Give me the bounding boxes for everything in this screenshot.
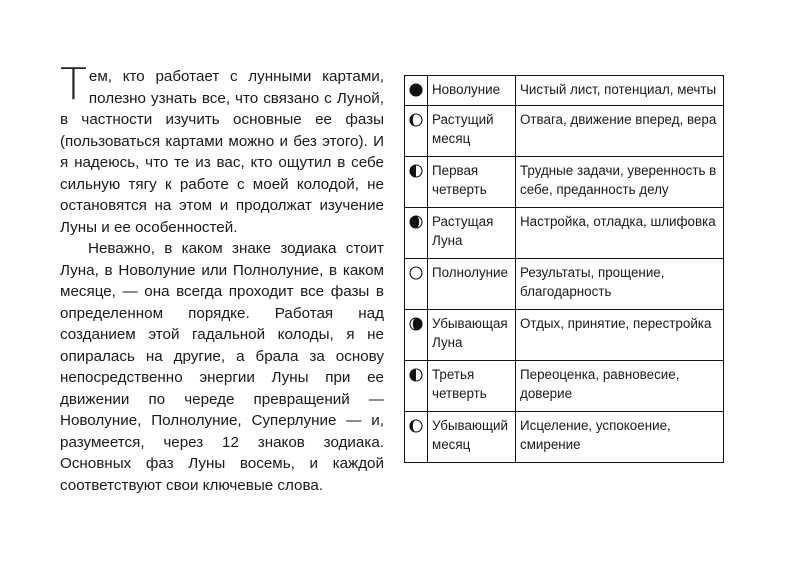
phase-keywords: Переоценка, равновесие, доверие [516, 361, 724, 412]
phase-keywords: Трудные задачи, уверенность в себе, преданность делу [516, 157, 724, 208]
phase-name: Новолуние [428, 76, 516, 106]
phase-row [405, 310, 724, 361]
body-text [60, 59, 384, 496]
phase-icon-cell [405, 208, 428, 259]
full-moon-icon [409, 266, 423, 280]
phase-icon-cell [405, 259, 428, 310]
drop-cap: Т [60, 59, 87, 110]
phase-row [405, 412, 724, 463]
waxing-gibbous-icon [409, 215, 423, 229]
last-quarter-icon [409, 368, 423, 382]
phase-keywords: Отвага, движение вперед, вера [516, 106, 724, 157]
phase-icon-cell [405, 106, 428, 157]
paragraph-2: Неважно, в каком знаке зодиака стоит Луна, в Новолуние или Полнолуние, в каком месяце, — она всегда проходит все фазы в определенном порядке. Работая над созданием этой гадальной колоды, я не опиралась на другие, а брала за основу непосредственно энергии Луны при ее движении по череде превращений — Новолуние, Полнолуние, Суперлуние — и, разумеется, через 12 знаков зодиака. Основных фаз Луны восемь, и каждой соответствуют свои ключевые слова. [60, 240, 384, 494]
phase-keywords: Чистый лист, потенциал, мечты [516, 76, 724, 106]
phase-keywords: Результаты, прощение, благодарность [516, 259, 724, 310]
paragraph-1 [60, 59, 384, 238]
paragraph-1-text: ем, кто работает с лунными картами, полезно узнать все, что связано с Луной, в частности изучить основные ее фазы (пользоваться картами можно и без этого). И я надеюсь, что те из вас, кто ощутил в себе сильную тягу к работе с моей колодой, не остановятся на этом и продолжат изучение Луны и ее особенностей. [60, 68, 384, 236]
phase-row [405, 208, 724, 259]
phase-row [405, 157, 724, 208]
phase-row [405, 361, 724, 412]
phase-name: Растущий месяц [428, 106, 516, 157]
phase-name: Третья четверть [428, 361, 516, 412]
phase-keywords: Исцеление, успокоение, смирение [516, 412, 724, 463]
waxing-crescent-icon [409, 113, 423, 127]
phase-row [405, 259, 724, 310]
phase-icon-cell [405, 412, 428, 463]
phase-keywords: Отдых, принятие, перестройка [516, 310, 724, 361]
phase-name: Убывающая Луна [428, 310, 516, 361]
phase-row [405, 76, 724, 106]
phase-icon-cell [405, 157, 428, 208]
phase-name: Убывающий месяц [428, 412, 516, 463]
phase-name: Растущая Луна [428, 208, 516, 259]
moon-phases-table [404, 75, 724, 463]
phase-icon-cell [405, 361, 428, 412]
waning-gibbous-icon [409, 317, 423, 331]
phase-name: Полнолуние [428, 259, 516, 310]
phase-keywords: Настройка, отладка, шлифовка [516, 208, 724, 259]
phase-name: Первая четверть [428, 157, 516, 208]
new-moon-icon [409, 83, 423, 97]
phase-icon-cell [405, 76, 428, 106]
first-quarter-icon [409, 164, 423, 178]
waning-crescent-icon [409, 419, 423, 433]
phase-icon-cell [405, 310, 428, 361]
phase-row [405, 106, 724, 157]
